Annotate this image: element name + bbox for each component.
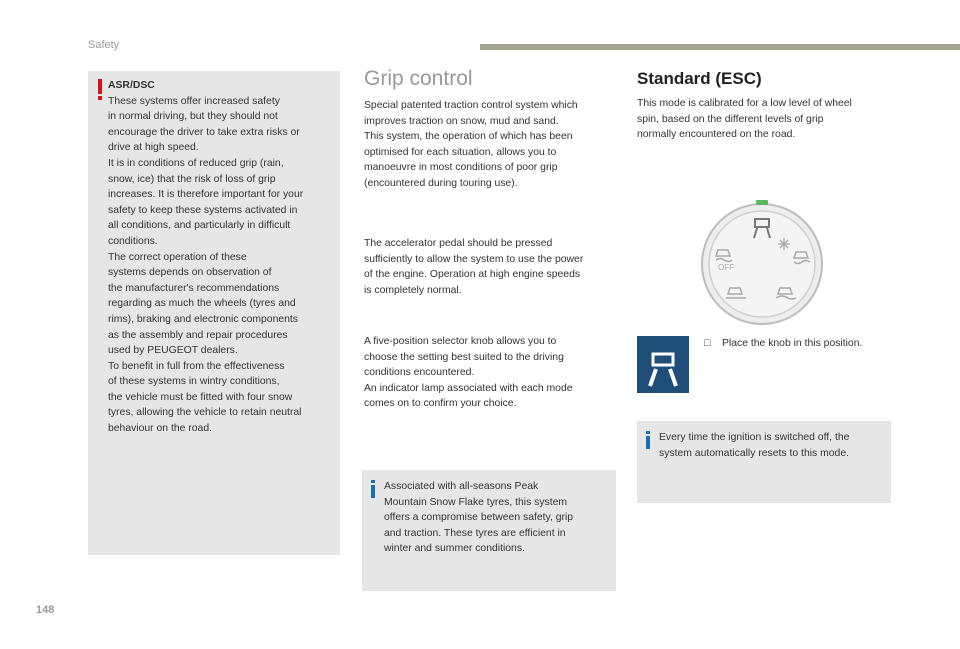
warning-title: ASR/DSC — [108, 80, 155, 91]
selector-knob-illustration — [696, 196, 828, 328]
grip-info-text: Associated with all-seasons Peak Mountain Snow Flake tyres, this system offers a compromise between safety, grip and traction. These tyres are efficient in winter and summer conditions. — [384, 481, 574, 555]
warning-exclamation-icon — [95, 79, 105, 101]
place-knob-instruction — [704, 336, 862, 352]
warning-box — [88, 71, 340, 555]
warning-body: These systems offer increased safety in normal driving, but they should not encourage the driver to take extra risks or drive at high speed. It is in conditions of reduced grip (rain, snow, ice) that the risk of loss of grip increases. It is therefore important for your safety to keep these systems activated in all conditions, and particularly in difficult conditions. The correct operation of these systems depends on observation of the manufacturer's recommendations regarding as much the wheels (tyres and rims), braking and electronic components as the assembly and repair procedures used by PEUGEOT dealers. To benefit in full from the effectiveness of these systems in wintry conditions, the vehicle must be fitted with four snow tyres, allowing the vehicle to retain neutral behaviour on the road. — [108, 95, 304, 435]
active-mode-lamp-icon — [756, 200, 768, 205]
info-icon — [370, 480, 376, 498]
grip-paragraph-1: Special patented traction control system which improves traction on snow, mud and sand. This system, the operation of which has been optimised for each situation, allows you to manoeuvre in most conditions of poor grip (encountered during touring use). — [364, 100, 578, 189]
grip-control-heading: Grip control — [364, 67, 473, 90]
standard-info-text: Every time the ignition is switched off, the system automatically resets to this mode. — [659, 432, 850, 459]
instruction-text: Place the knob in this position. — [722, 338, 863, 349]
road-lane-icon — [637, 336, 689, 393]
standard-paragraph: This mode is calibrated for a low level of wheel spin, based on the different levels of grip normally encountered on the road. — [637, 98, 852, 141]
knob-off-label: OFF — [718, 263, 734, 272]
standard-heading: Standard (ESC) — [637, 69, 762, 88]
standard-mode-badge — [637, 336, 689, 393]
standard-column — [637, 64, 892, 141]
grip-control-column — [364, 64, 619, 410]
grip-info-box — [362, 470, 616, 591]
info-icon — [645, 431, 651, 449]
section-bar — [480, 44, 960, 50]
page-number: 148 — [36, 604, 55, 616]
bullet-square-icon: □ — [704, 338, 711, 349]
warning-text — [108, 78, 338, 437]
section-title: Safety — [88, 39, 120, 51]
grip-paragraph-3: A five-position selector knob allows you to choose the setting best suited to the driving conditions encountered. An indicator lamp associated with each mode comes on to confirm your choice. — [364, 336, 573, 410]
grip-paragraph-2: The accelerator pedal should be pressed sufficiently to allow the system to use the power of the engine. Operation at high engine speeds is completely normal. — [364, 238, 584, 296]
standard-info-box — [637, 421, 891, 503]
